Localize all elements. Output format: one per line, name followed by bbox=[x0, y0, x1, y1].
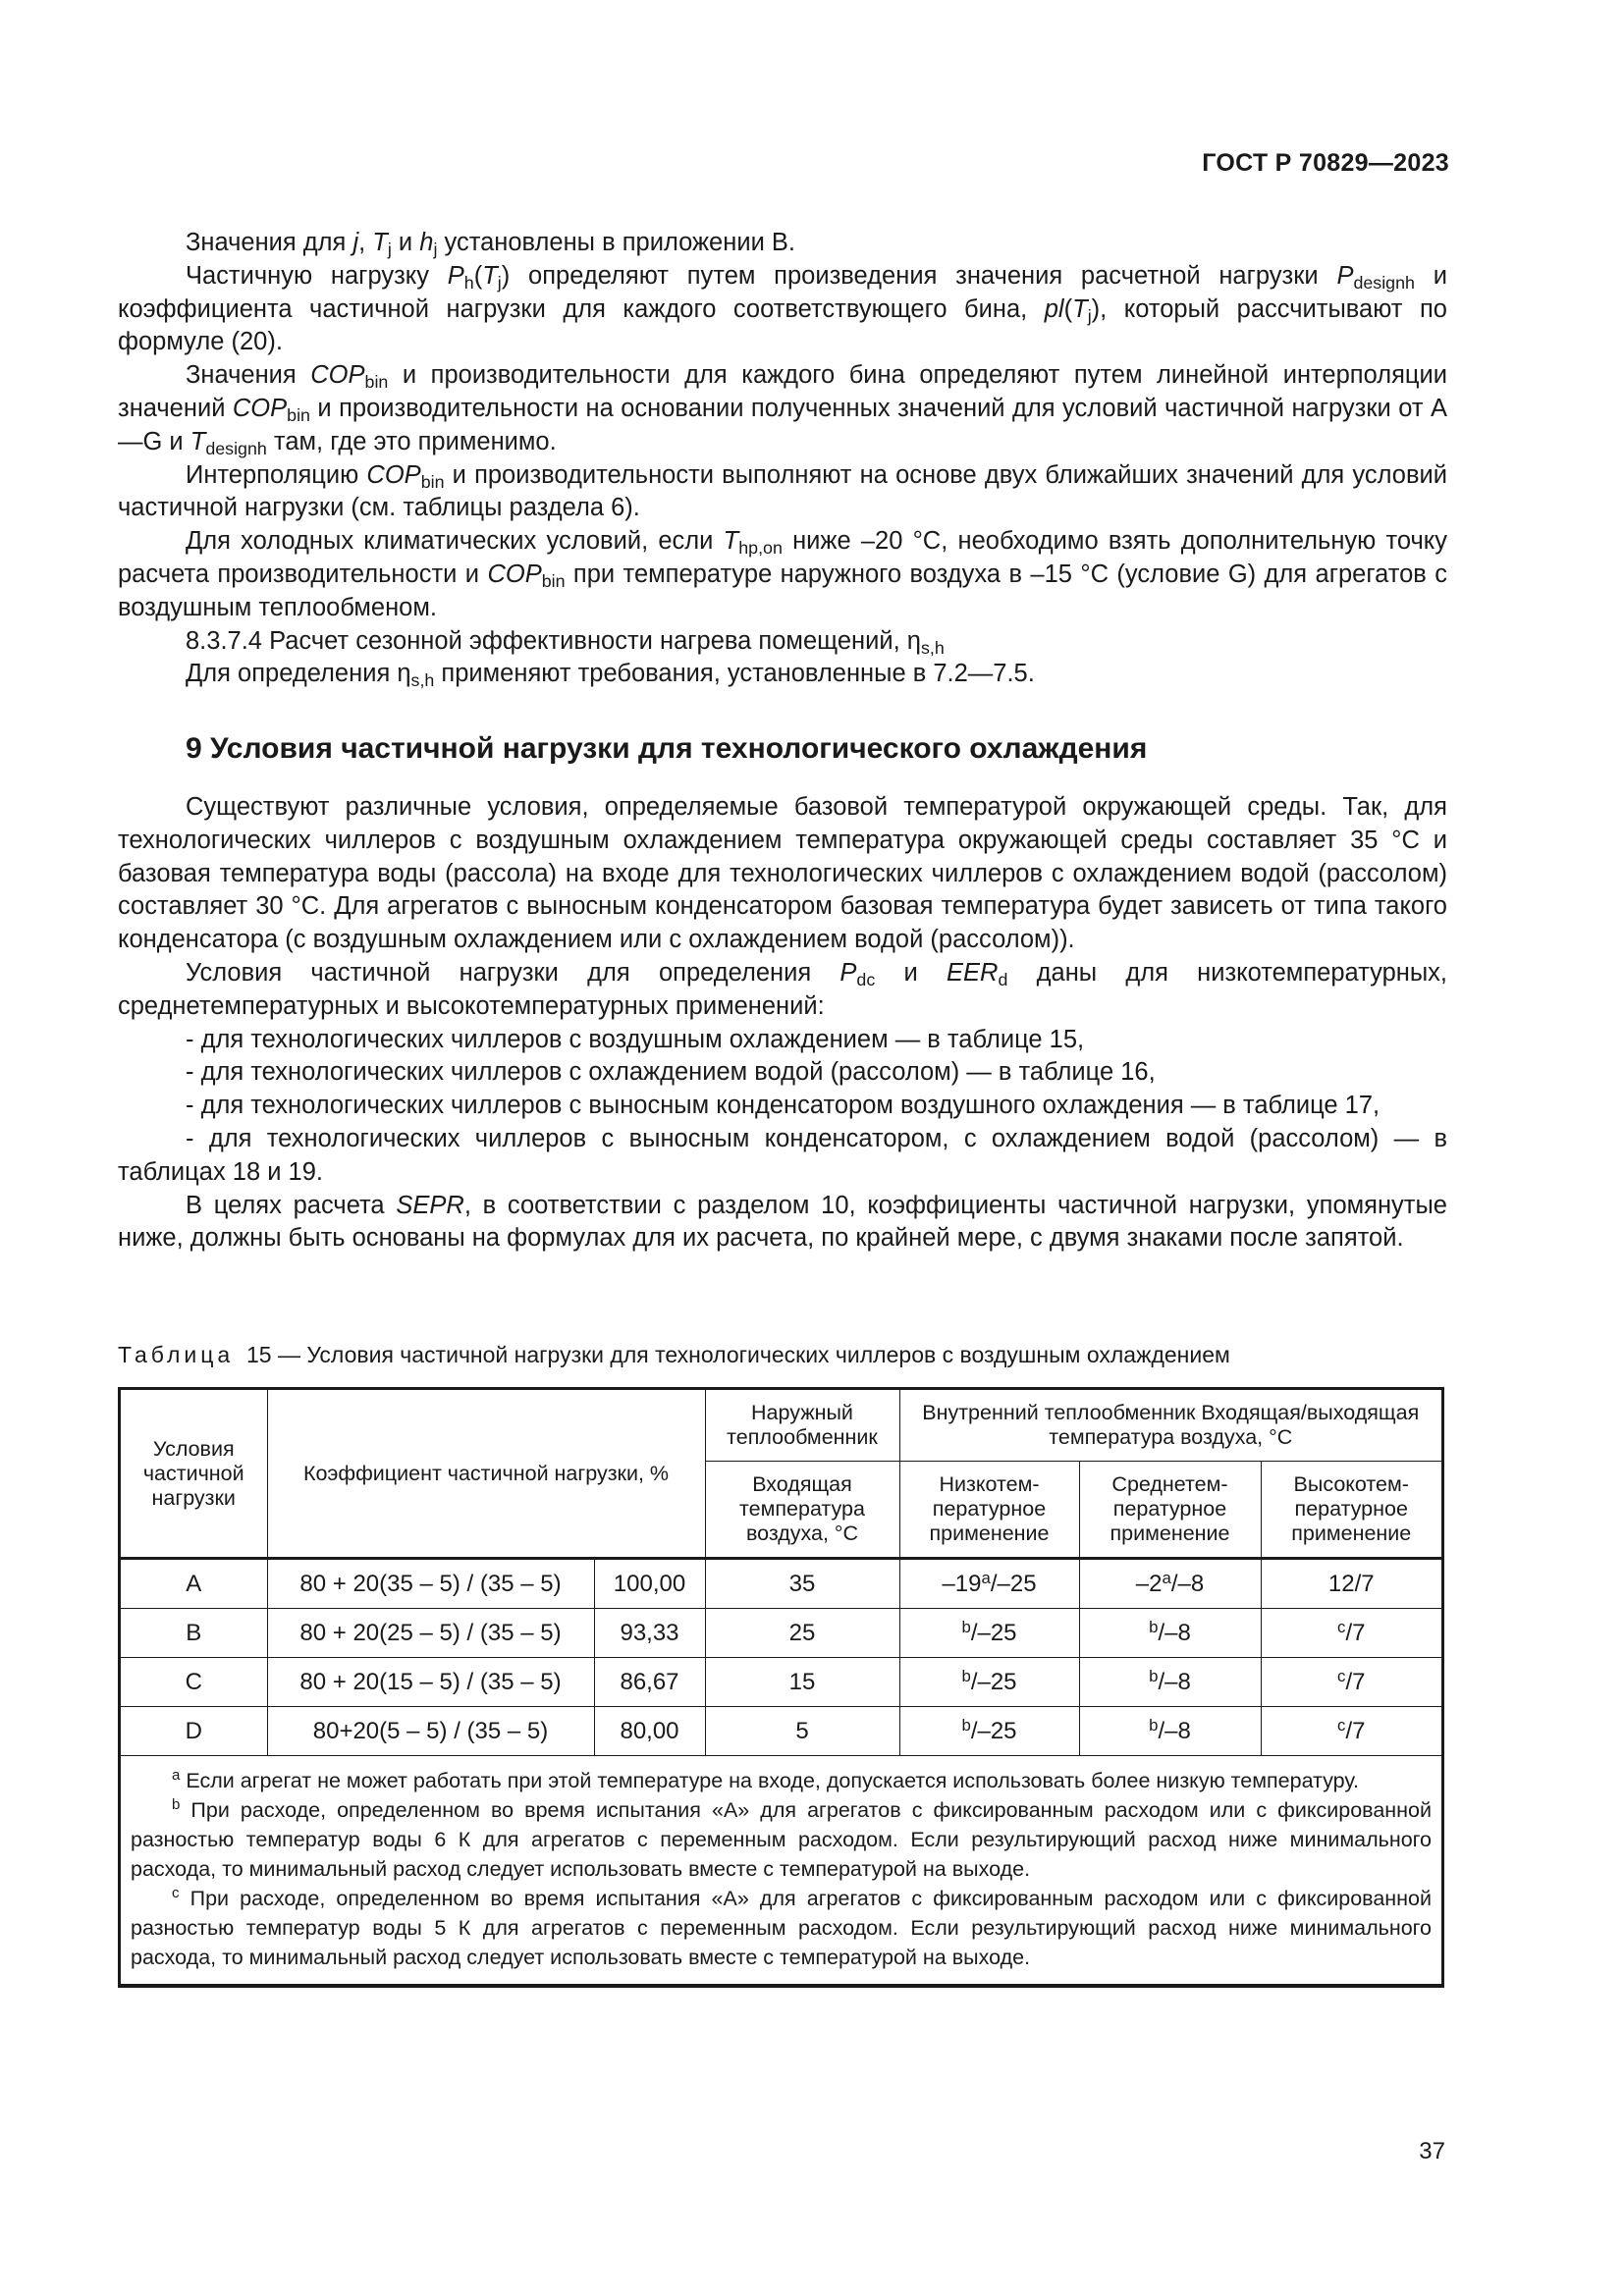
paragraph: Условия частичной нагрузки для определения $P_{dc}$ и $EER_d$ даны для низкотемпературных, среднетемпературных и высокотемпературных применений: bbox=[118, 958, 1447, 1020]
list-item: - для технологических чиллеров с выносным конденсатором воздушного охлаждения — в таблице 17, bbox=[186, 1092, 1380, 1120]
table-row: А 80 + 20(35 – 5) / (35 – 5) 100,00 35 –19$^a$/–25 –2$^a$/–8 12/7 bbox=[121, 1559, 1441, 1609]
page-number: 37 bbox=[1419, 2138, 1445, 2164]
footnote: $^a$ Если агрегат не может работать при этой температуре на входе, допускается использовать более низкую температуру. bbox=[172, 1767, 1359, 1792]
table-row: В 80 + 20(25 – 5) / (35 – 5) 93,33 25 $^b$/–25 $^b$/–8 $^c$/7 bbox=[121, 1609, 1441, 1658]
table-caption: Таблица 15 — Условия частичной нагрузки для технологических чиллеров с воздушным охлаждением bbox=[118, 1342, 1230, 1367]
paragraph: Частичную нагрузку $P_h(T_j)$ определяют путем произведения значения расчетной нагрузки $P_{designh}$ и коэффициента частичной нагрузки для каждого соответствующего бина, $pl(T_j)$, который рассчитывают по формуле (20). bbox=[118, 261, 1447, 356]
header-mid-temperature: Среднетем-пературное применение bbox=[1079, 1462, 1261, 1559]
table-row: С 80 + 20(15 – 5) / (35 – 5) 86,67 15 $^b$/–25 $^b$/–8 $^c$/7 bbox=[121, 1658, 1441, 1707]
paragraph: Значения $COP_{bin}$ и производительности для каждого бина определяют путем линейной интерполяции значений $COP_{bin}$ и производительности на основании полученных значений для условий частичной нагрузки от А—G и $T_{designh}$ там, где это применимо. bbox=[118, 361, 1448, 458]
header-inlet-temperature: Входящая температура воздуха, °С bbox=[705, 1462, 899, 1559]
paragraph: Значения для j, $T_j$ и $h_j$ установлены в приложении В. bbox=[186, 229, 795, 259]
table-row: D 80+20(5 – 5) / (35 – 5) 80,00 5 $^b$/–25 $^b$/–8 $^c$/7 bbox=[121, 1707, 1441, 1756]
subsection-heading: 8.3.7.4 Расчет сезонной эффективности нагрева помещений, $\eta_{s,h}$ bbox=[186, 626, 945, 658]
paragraph: Для определения $\eta_{s,h}$ применяют требования, установленные в 7.2—7.5. bbox=[186, 660, 1035, 691]
list-item: - для технологических чиллеров с выносным конденсатором, с охлаждением водой (рассолом) — в таблицах 18 и 19. bbox=[118, 1124, 1447, 1186]
paragraph: В целях расчета SEPR, в соответствии с разделом 10, коэффициенты частичной нагрузки, упомянутые ниже, должны быть основаны на формулах для их расчета, по крайней мере, с двумя знаками после запятой. bbox=[118, 1191, 1447, 1253]
section-9-body bbox=[118, 791, 1447, 1255]
section-9-title: 9 Условия частичной нагрузки для технологического охлаждения bbox=[186, 732, 1148, 765]
list-item: - для технологических чиллеров с воздушным охлаждением — в таблице 15, bbox=[186, 1025, 1085, 1053]
header-inner-exchanger: Внутренний теплообменник Входящая/выходящая температура воздуха, °С bbox=[899, 1390, 1441, 1462]
footnote: $^b$ При расходе, определенном во время испытания «А» для агрегатов с фиксированным расходом или с фиксированной разностью температур воды 6 К для агрегатов с переменным расходом. Если результирующий расход ниже минимального расхода, то минимальный расход следует использовать вместе с температурой на выходе. bbox=[131, 1796, 1432, 1881]
paragraph: Интерполяцию $COP_{bin}$ и производительности выполняют на основе двух ближайших значений для условий частичной нагрузки (см. таблицы раздела 6). bbox=[118, 460, 1447, 522]
header-low-temperature: Низкотем-пературное применение bbox=[899, 1462, 1079, 1559]
header-condition: Условия частичной нагрузки bbox=[121, 1390, 267, 1559]
header-high-temperature: Высокотем-пературное применение bbox=[1261, 1462, 1441, 1559]
section-8-continued bbox=[118, 227, 1447, 691]
table-footnotes bbox=[121, 1756, 1441, 1985]
paragraph: Для холодных климатических условий, если $T_{hp,on}$ ниже –20 °С, необходимо взять дополнительную точку расчета производительности и $COP_{bin}$ при температуре наружного воздуха в –15 °С (условие G) для агрегатов с воздушным теплообменом. bbox=[118, 527, 1448, 621]
list-item: - для технологических чиллеров с охлаждением водой (рассолом) — в таблице 16, bbox=[186, 1058, 1156, 1087]
table-15 bbox=[118, 1387, 1444, 1988]
document-header: ГОСТ Р 70829—2023 bbox=[1202, 149, 1449, 177]
paragraph: Существуют различные условия, определяемые базовой температурой окружающей среды. Так, для технологических чиллеров с воздушным охлаждением температура окружающей среды составляет 35 °С и базовая температура воды (рассола) на входе для технологических чиллеров с охлаждением водой (рассолом) составляет 30 °С. Для агрегатов с выносным конденсатором базовая температура будет зависеть от типа такого конденсатора (с воздушным охлаждением или с охлаждением водой (рассолом)). bbox=[118, 793, 1447, 954]
footnote: $^c$ При расходе, определенном во время испытания «А» для агрегатов с фиксированным расходом или с фиксированной разностью температур воды 5 К для агрегатов с переменным расходом. Если результирующий расход ниже минимального расхода, то минимальный расход следует использовать вместе с температурой на выходе. bbox=[131, 1885, 1432, 1969]
header-coefficient: Коэффициент частичной нагрузки, % bbox=[267, 1390, 705, 1559]
header-outer-exchanger: Наружный теплообменник bbox=[705, 1390, 899, 1462]
